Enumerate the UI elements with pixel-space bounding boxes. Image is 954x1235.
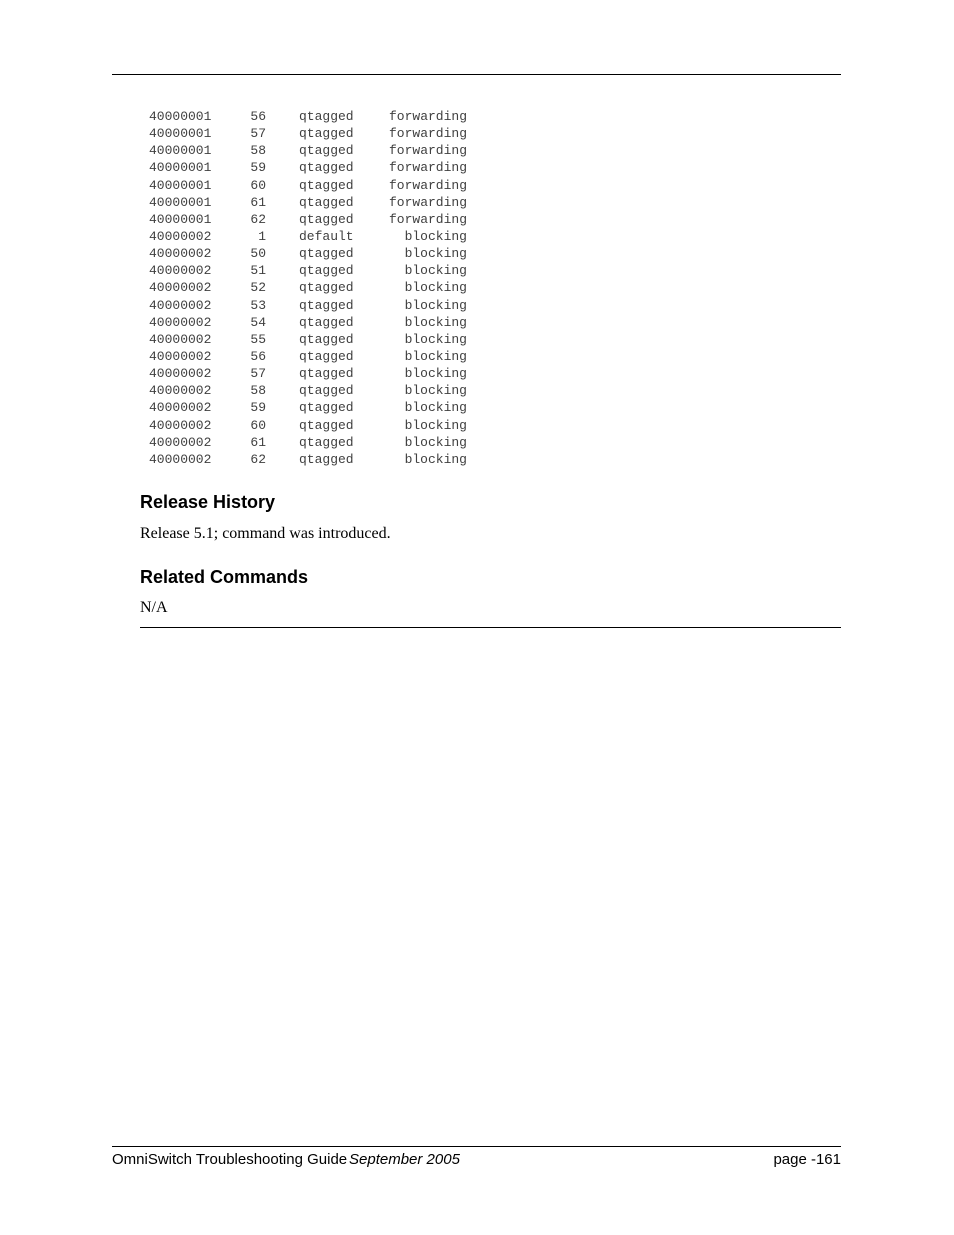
port-cell: 57 [250, 126, 266, 142]
port-cell: 60 [250, 417, 266, 433]
code-row [149, 314, 479, 331]
port-cell: 56 [250, 348, 266, 364]
type-cell: qtagged [299, 451, 354, 467]
state-cell: forwarding [388, 126, 467, 142]
footer-rule [112, 1146, 841, 1147]
type-cell: default [299, 228, 354, 244]
state-cell: blocking [404, 314, 467, 330]
port-cell: 58 [250, 383, 266, 399]
port-cell: 54 [250, 314, 266, 330]
state-cell: blocking [404, 366, 467, 382]
code-row [149, 382, 479, 399]
code-row [149, 279, 479, 296]
vlan-id-cell: 40000002 [149, 417, 212, 433]
type-cell: qtagged [299, 126, 354, 142]
type-cell: qtagged [299, 194, 354, 210]
vlan-id-cell: 40000002 [149, 314, 212, 330]
port-cell: 58 [250, 143, 266, 159]
type-cell: qtagged [299, 331, 354, 347]
footer-page-number: page -161 [773, 1151, 841, 1168]
state-cell: blocking [404, 297, 467, 313]
port-cell: 61 [250, 434, 266, 450]
port-cell: 62 [250, 451, 266, 467]
type-cell: qtagged [299, 211, 354, 227]
code-row [149, 348, 479, 365]
type-cell: qtagged [299, 417, 354, 433]
code-row [149, 417, 479, 434]
code-row [149, 434, 479, 451]
vlan-id-cell: 40000002 [149, 228, 212, 244]
port-cell: 59 [250, 160, 266, 176]
code-row [149, 228, 479, 245]
state-cell: forwarding [388, 109, 467, 124]
section-end-rule [140, 627, 841, 628]
port-cell: 60 [250, 177, 266, 193]
vlan-id-cell: 40000001 [149, 143, 212, 159]
vlan-id-cell: 40000002 [149, 280, 212, 296]
port-cell: 51 [250, 263, 266, 279]
code-row [149, 262, 479, 279]
vlan-id-cell: 40000002 [149, 451, 212, 467]
state-cell: blocking [404, 228, 467, 244]
type-cell: qtagged [299, 366, 354, 382]
related-commands-heading: Related Commands [140, 567, 309, 587]
state-cell: blocking [404, 348, 467, 364]
port-cell: 55 [250, 331, 266, 347]
release-history-text: Release 5.1; command was introduced. [140, 525, 391, 542]
port-cell: 61 [250, 194, 266, 210]
code-output-block [149, 108, 479, 468]
type-cell: qtagged [299, 109, 354, 124]
type-cell: qtagged [299, 280, 354, 296]
vlan-id-cell: 40000002 [149, 366, 212, 382]
state-cell: blocking [404, 417, 467, 433]
state-cell: forwarding [388, 194, 467, 210]
port-cell: 53 [250, 297, 266, 313]
vlan-id-cell: 40000002 [149, 331, 212, 347]
type-cell: qtagged [299, 177, 354, 193]
port-cell: 50 [250, 246, 266, 262]
vlan-id-cell: 40000001 [149, 160, 212, 176]
footer-title: OmniSwitch Troubleshooting Guide [112, 1151, 348, 1168]
vlan-id-cell: 40000001 [149, 194, 212, 210]
state-cell: blocking [404, 246, 467, 262]
vlan-id-cell: 40000002 [149, 246, 212, 262]
vlan-id-cell: 40000001 [149, 126, 212, 142]
code-row [149, 331, 479, 348]
code-row [149, 177, 479, 194]
port-cell: 62 [250, 211, 266, 227]
vlan-id-cell: 40000001 [149, 177, 212, 193]
code-row [149, 451, 479, 468]
type-cell: qtagged [299, 263, 354, 279]
state-cell: forwarding [388, 177, 467, 193]
type-cell: qtagged [299, 314, 354, 330]
port-cell: 57 [250, 366, 266, 382]
vlan-id-cell: 40000002 [149, 348, 212, 364]
type-cell: qtagged [299, 434, 354, 450]
type-cell: qtagged [299, 348, 354, 364]
port-cell: 52 [250, 280, 266, 296]
vlan-id-cell: 40000002 [149, 434, 212, 450]
type-cell: qtagged [299, 246, 354, 262]
type-cell: qtagged [299, 383, 354, 399]
code-row [149, 142, 479, 159]
code-row [149, 211, 479, 228]
state-cell: blocking [404, 331, 467, 347]
type-cell: qtagged [299, 297, 354, 313]
port-cell: 59 [250, 400, 266, 416]
code-row [149, 125, 479, 142]
state-cell: blocking [404, 434, 467, 450]
state-cell: forwarding [388, 143, 467, 159]
type-cell: qtagged [299, 400, 354, 416]
vlan-id-cell: 40000001 [149, 211, 212, 227]
type-cell: qtagged [299, 143, 354, 159]
related-commands-text: N/A [140, 599, 168, 616]
vlan-id-cell: 40000001 [149, 109, 212, 124]
code-row [149, 159, 479, 176]
state-cell: blocking [404, 400, 467, 416]
state-cell: blocking [404, 263, 467, 279]
code-row [149, 365, 479, 382]
release-history-heading: Release History [140, 492, 276, 512]
footer-date: September 2005 [349, 1151, 460, 1168]
code-row [149, 245, 479, 262]
vlan-id-cell: 40000002 [149, 383, 212, 399]
vlan-id-cell: 40000002 [149, 297, 212, 313]
port-cell: 1 [258, 228, 266, 244]
code-row [149, 297, 479, 314]
state-cell: forwarding [388, 211, 467, 227]
code-row [149, 108, 479, 125]
port-cell: 56 [250, 109, 266, 124]
state-cell: blocking [404, 383, 467, 399]
vlan-id-cell: 40000002 [149, 263, 212, 279]
header-rule [112, 74, 841, 75]
vlan-id-cell: 40000002 [149, 400, 212, 416]
state-cell: forwarding [388, 160, 467, 176]
code-row [149, 399, 479, 416]
type-cell: qtagged [299, 160, 354, 176]
state-cell: blocking [404, 451, 467, 467]
state-cell: blocking [404, 280, 467, 296]
code-row [149, 194, 479, 211]
